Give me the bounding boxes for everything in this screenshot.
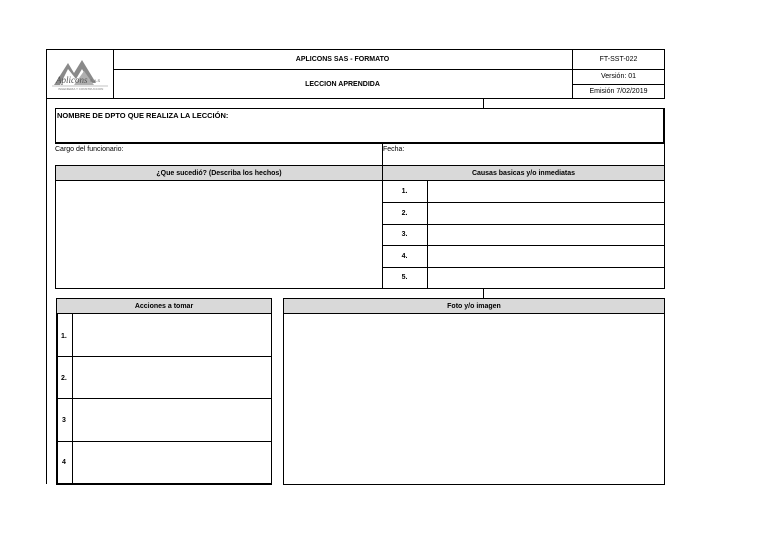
document-code: FT-SST-022 [599,55,638,63]
dept-name-field[interactable] [55,108,665,144]
accion-field-2[interactable] [73,357,271,398]
fecha-field[interactable] [383,144,665,155]
logo-text: Aplicons [56,75,88,85]
foto-area[interactable] [283,313,665,485]
que-sucedio-header: ¿Que sucedió? (Describa los hechos) [55,165,383,181]
company-logo [50,55,110,95]
que-sucedio-textarea[interactable] [55,181,383,289]
causa-number-4: 4. [401,253,408,260]
accion-number-4: 4 [62,458,66,466]
accion-number-2: 2. [61,374,67,382]
fecha-label: Fecha: [383,146,405,153]
causa-field-4[interactable] [428,246,664,267]
causa-field-2[interactable] [428,203,664,224]
accion-field-4[interactable] [73,442,271,483]
causa-field-3[interactable] [428,224,664,245]
causa-field-1[interactable] [428,181,664,202]
foto-header: Foto y/o imagen [283,298,665,314]
causas-header: Causas basicas y/o inmediatas [382,165,665,181]
cargo-field[interactable] [55,144,382,155]
accion-field-1[interactable] [73,314,271,356]
acciones-header: Acciones a tomar [56,298,272,314]
cargo-label: Cargo del funcionario: [55,146,124,153]
causa-number-1: 1. [401,188,408,195]
causa-field-5[interactable] [428,267,664,288]
causa-number-5: 5. [401,274,408,281]
causa-number-2: 2. [401,210,408,217]
document-version: Versión: 01 [600,73,637,80]
document-title: LECCION APRENDIDA [305,81,380,88]
causa-number-3: 3. [401,231,408,238]
accion-number-3: 3 [62,416,66,424]
dept-name-label: NOMBRE DE DPTO QUE REALIZA LA LECCIÓN: [57,111,229,120]
document-emission: Emisión 7/02/2019 [589,88,648,95]
accion-field-3[interactable] [73,399,271,441]
logo-suffix: S.A.S [90,78,101,83]
company-title: APLICONS SAS - FORMATO [295,55,390,63]
logo-tagline: INGENIERIA Y CONSTRUCCION [58,87,104,91]
accion-number-1: 1. [61,332,67,340]
